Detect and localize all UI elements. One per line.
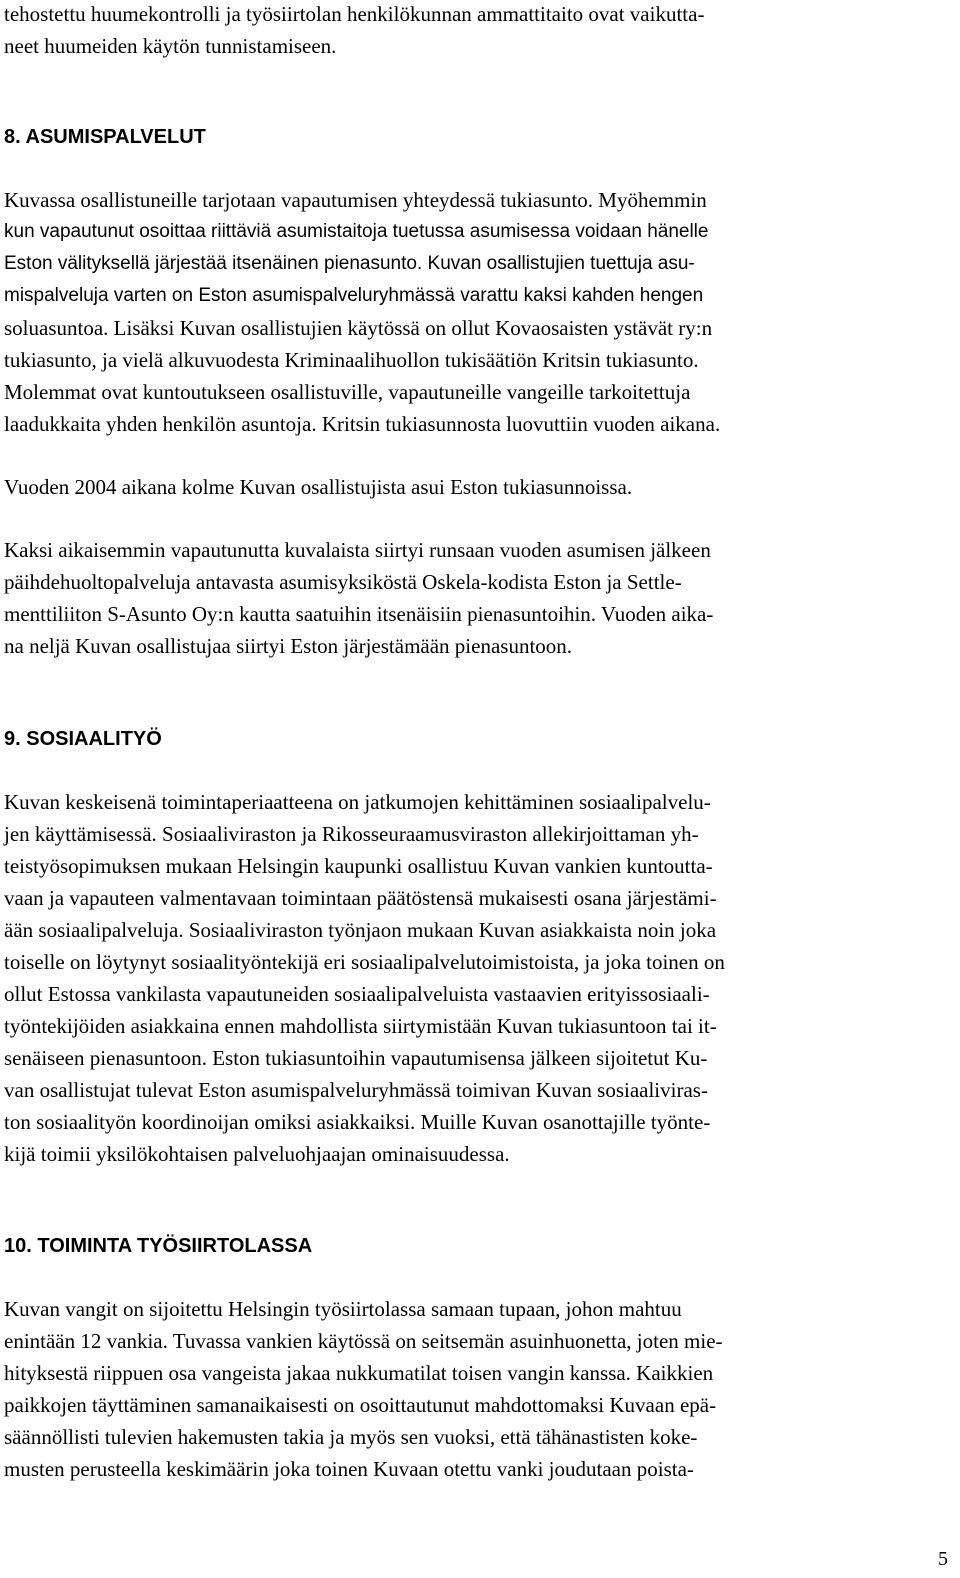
text-line: paikkojen täyttäminen samanaikaisesti on osoittautunut mahdottomaksi Kuvaan epä- (4, 1393, 717, 1417)
text-line: Vuoden 2004 aikana kolme Kuvan osallistujista asui Eston tukiasunnoissa. (4, 475, 633, 499)
text-line: teistyösopimuksen mukaan Helsingin kaupunki osallistuu Kuvan vankien kuntoutta- (4, 854, 713, 878)
text-line: jen käyttämisessä. Sosiaaliviraston ja Rikosseuraamusviraston allekirjoittaman yh- (4, 822, 699, 846)
text-line: musten perusteella keskimäärin joka toinen Kuvaan otettu vanki joudutaan poista- (4, 1457, 694, 1481)
text-line: mispalveluja varten on Eston asumispalveluryhmässä varattu kaksi kahden hengen (4, 285, 704, 306)
text-line: vaan ja vapauteen valmentavaan toimintaan päätöstensä mukaisesti osana järjestämi- (4, 886, 717, 910)
section-heading: 8. ASUMISPALVELUT (4, 126, 206, 148)
page-number: 5 (938, 1548, 948, 1570)
text-line: ään sosiaalipalveluja. Sosiaaliviraston työnjaon mukaan Kuvan asiakkaista noin joka (4, 918, 717, 942)
text-line: laadukkaita yhden henkilön asuntoja. Kritsin tukiasunnosta luovuttiin vuoden aikana. (4, 412, 721, 436)
text-line: Kuvassa osallistuneille tarjotaan vapautumisen yhteydessä tukiasunto. Myöhemmin (4, 188, 707, 212)
text-line: Eston välityksellä järjestää itsenäinen pienasunto. Kuvan osallistujien tuettuja asu- (4, 253, 695, 274)
text-line: hityksestä riippuen osa vangeista jakaa nukkumatilat toisen vangin kanssa. Kaikkien (4, 1361, 714, 1385)
text-line: neet huumeiden käytön tunnistamiseen. (4, 34, 337, 58)
text-line: soluasuntoa. Lisäksi Kuvan osallistujien käytössä on ollut Kovaosaisten ystävät ry:n (4, 316, 713, 340)
text-line: menttiliiton S-Asunto Oy:n kautta saatuihin itsenäisiin pienasuntoihin. Vuoden aika- (4, 602, 714, 626)
section-heading: 9. SOSIAALITYÖ (4, 728, 162, 750)
text-line: säännöllisti tulevien hakemusten takia ja myös sen vuoksi, että tähänastisten koke- (4, 1425, 698, 1449)
text-line: enintään 12 vankia. Tuvassa vankien käytössä on seitsemän asuinhuonetta, joten mie- (4, 1329, 723, 1353)
text-line: työntekijöiden asiakkaina ennen mahdollista siirtymistään Kuvan tukiasuntoon tai it- (4, 1014, 717, 1038)
section-heading: 10. TOIMINTA TYÖSIIRTOLASSA (4, 1235, 313, 1257)
text-line: tukiasunto, ja vielä alkuvuodesta Kriminaalihuollon tukisäätiön Kritsin tukiasunto. (4, 348, 699, 372)
text-line: kun vapautunut osoittaa riittäviä asumistaitoja tuetussa asumisessa voidaan hänelle (4, 221, 709, 242)
text-line: ton sosiaalityön koordinoijan omiksi asiakkaiksi. Muille Kuvan osanottajille työnte- (4, 1110, 711, 1134)
text-line: päihdehuoltopalveluja antavasta asumisyksiköstä Oskela-kodista Eston ja Settle- (4, 570, 682, 594)
text-line: kijä toimii yksilökohtaisen palveluohjaajan ominaisuudessa. (4, 1142, 510, 1166)
text-line: Kuvan keskeisenä toimintaperiaatteena on jatkumojen kehittäminen sosiaalipalvelu- (4, 790, 711, 814)
text-line: senäiseen pienasuntoon. Eston tukiasuntoihin vapautumisensa jälkeen sijoitetut Ku- (4, 1046, 708, 1070)
text-line: Kuvan vangit on sijoitettu Helsingin työsiirtolassa samaan tupaan, johon mahtuu (4, 1297, 682, 1321)
text-line: ollut Estossa vankilasta vapautuneiden sosiaalipalveluista vastaavien erityissosiaali- (4, 982, 710, 1006)
text-line: Molemmat ovat kuntoutukseen osallistuville, vapautuneille vangeille tarkoitettuja (4, 380, 691, 404)
text-line: na neljä Kuvan osallistujaa siirtyi Eston järjestämään pienasuntoon. (4, 634, 573, 658)
text-line: Kaksi aikaisemmin vapautunutta kuvalaista siirtyi runsaan vuoden asumisen jälkeen (4, 538, 711, 562)
text-line: toiselle on löytynyt sosiaalityöntekijä eri sosiaalipalvelutoimistoista, ja joka toinen on (4, 950, 725, 974)
text-line: tehostettu huumekontrolli ja työsiirtolan henkilökunnan ammattitaito ovat vaikutta- (4, 2, 705, 26)
text-line: van osallistujat tulevat Eston asumispalveluryhmässä toimivan Kuvan sosiaaliviras- (4, 1078, 708, 1102)
